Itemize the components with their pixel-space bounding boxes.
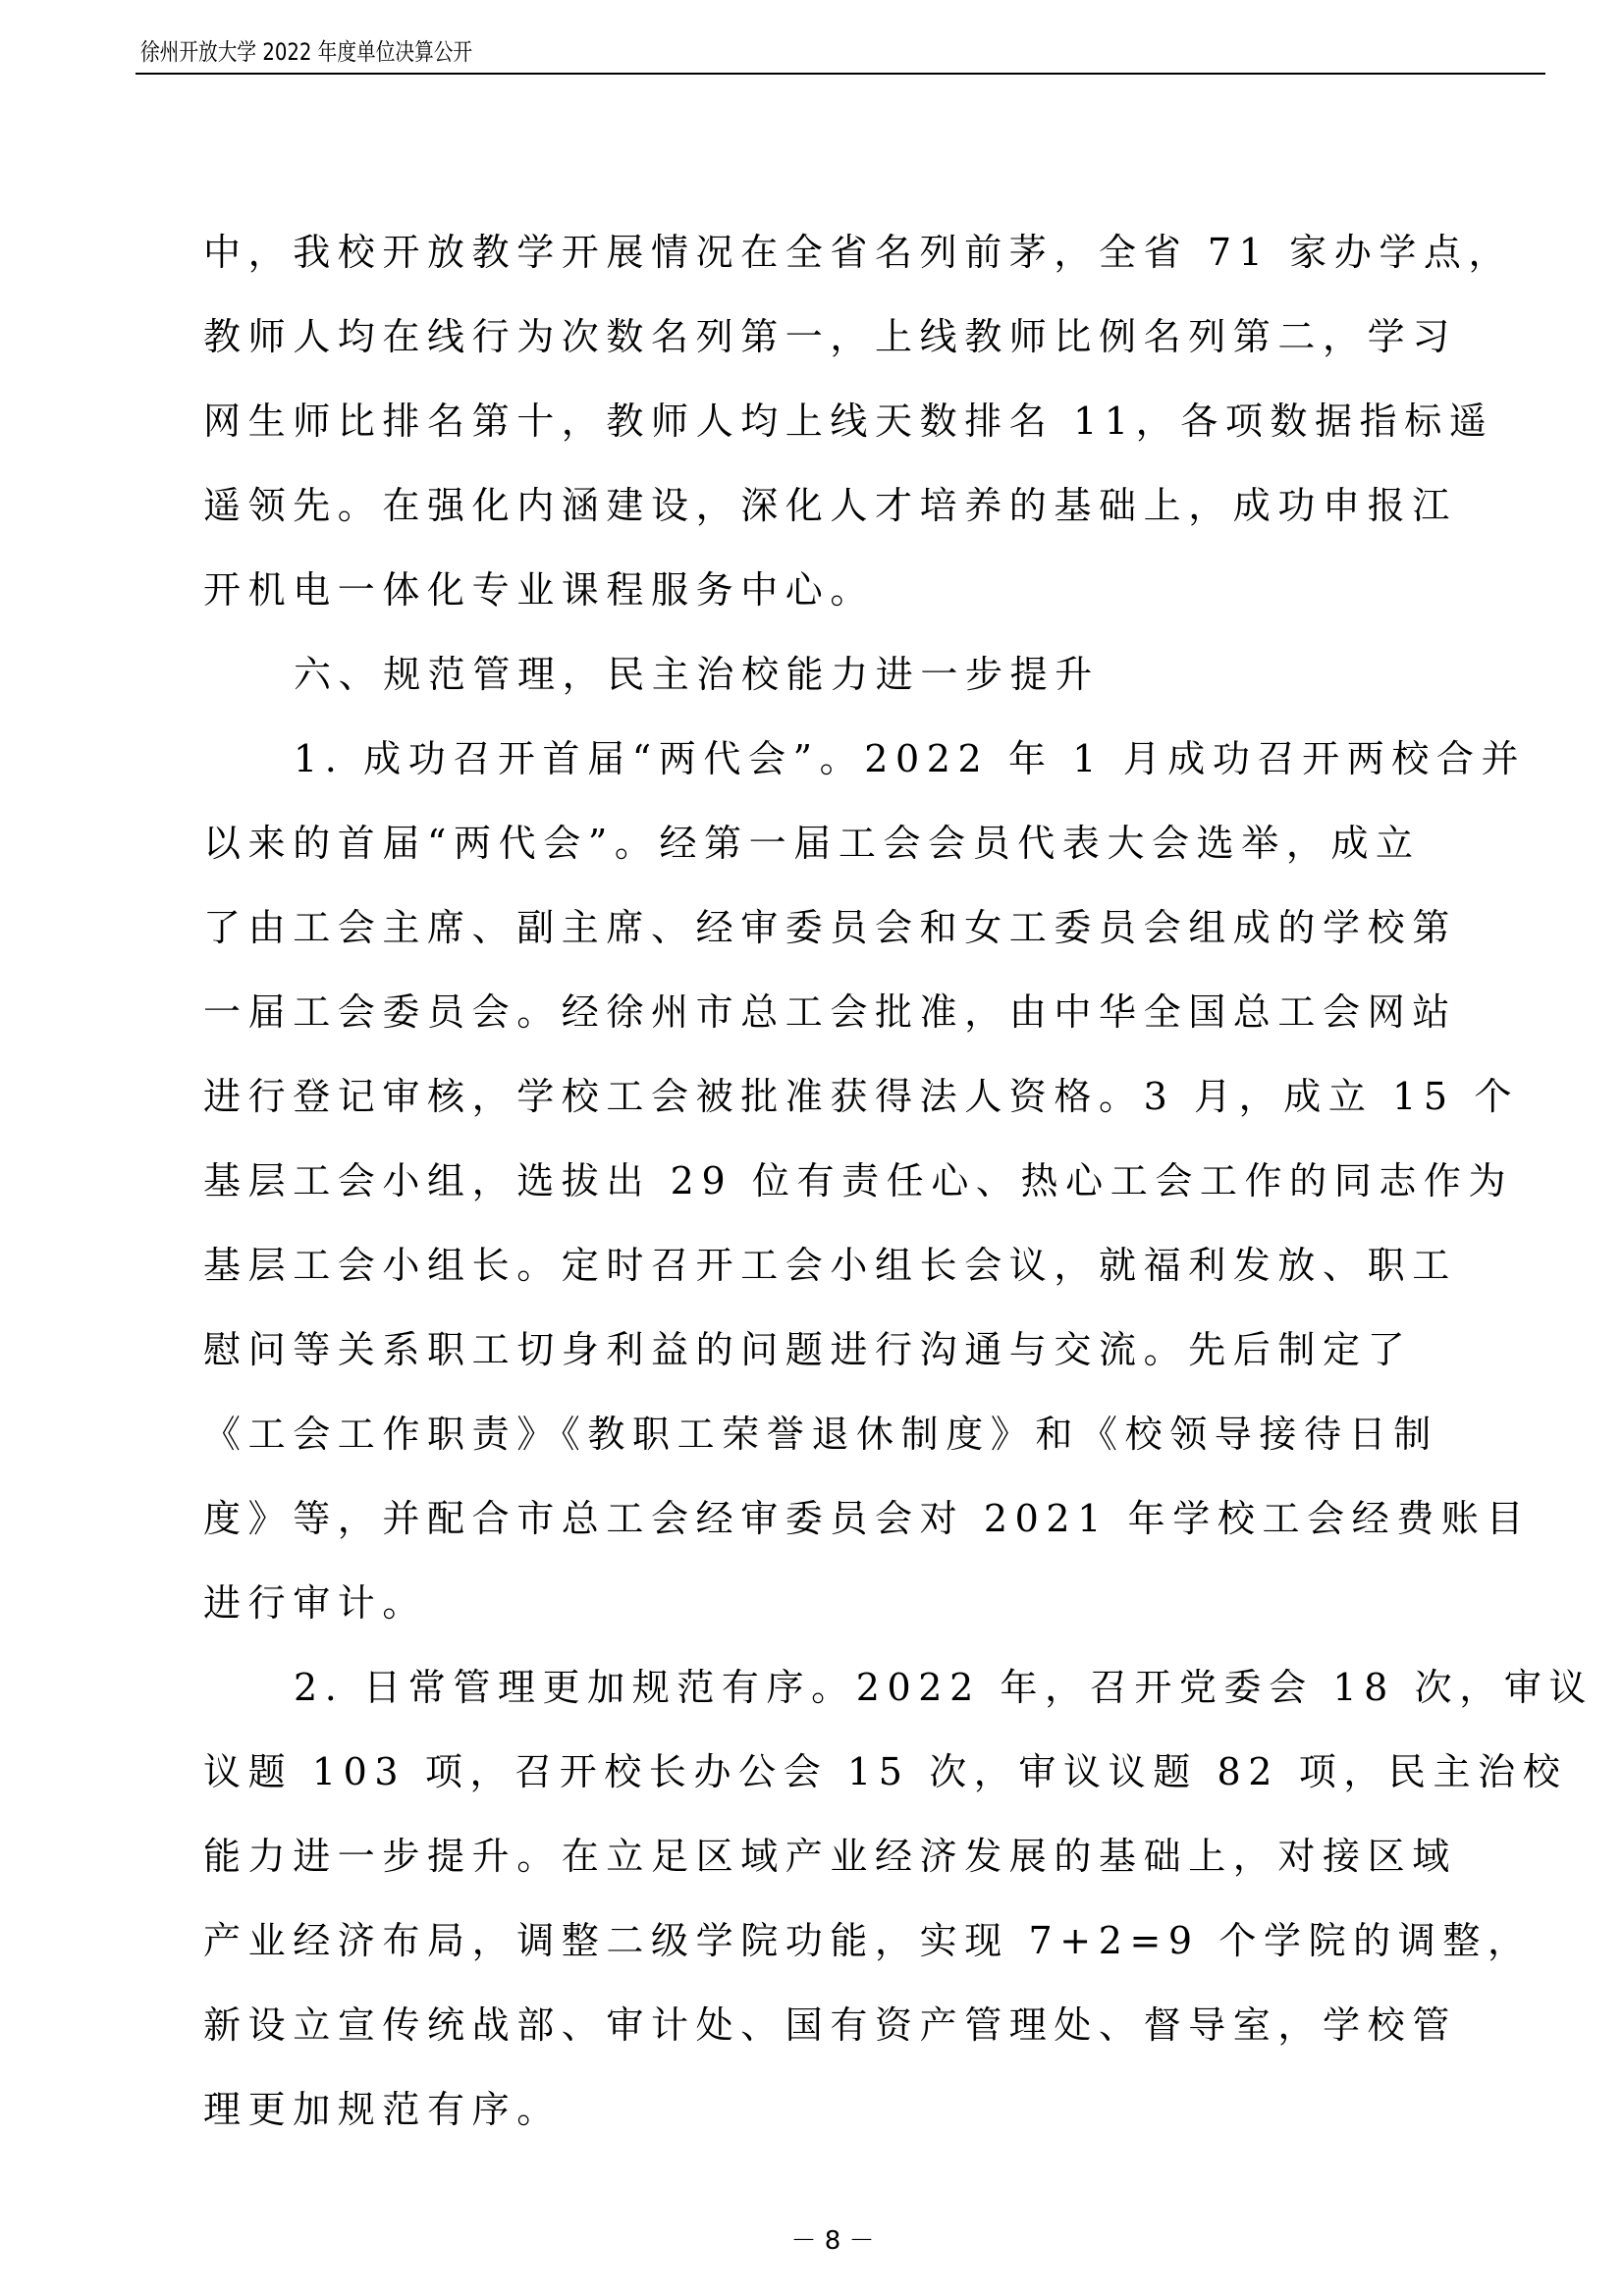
text-line: 进行登记审核，学校工会被批准获得法人资格。3 月，成立 15 个 <box>203 1075 1519 1118</box>
page-number: － 8 － <box>790 2226 875 2256</box>
text-line: 基层工会小组，选拔出 29 位有责任心、热心工会工作的同志作为 <box>203 1159 1514 1202</box>
running-header: 徐州开放大学 2022 年度单位决算公开 <box>140 38 473 66</box>
text-line: 慰问等关系职工切身利益的问题进行沟通与交流。先后制定了 <box>203 1328 1413 1371</box>
text-line: 理更加规范有序。 <box>203 2088 562 2131</box>
text-line: 网生师比排名第十，教师人均上线天数排名 11，各项数据指标遥 <box>203 400 1494 443</box>
text-line: 中，我校开放教学开展情况在全省名列前茅，全省 71 家办学点， <box>203 231 1514 274</box>
text-line: 进行审计。 <box>203 1581 428 1625</box>
text-line: 一届工会委员会。经徐州市总工会批准，由中华全国总工会网站 <box>203 990 1457 1034</box>
text-line: 新设立宣传统战部、审计处、国有资产管理处、督导室，学校管 <box>203 2003 1457 2047</box>
text-line: 教师人均在线行为次数名列第一，上线教师比例名列第二，学习 <box>203 315 1457 358</box>
text-line: 基层工会小组长。定时召开工会小组长会议，就福利发放、职工 <box>203 1244 1457 1287</box>
text-line: 议题 103 项，召开校长办公会 15 次，审议议题 82 项，民主治校 <box>203 1750 1568 1793</box>
text-line: 度》等，并配合市总工会经审委员会对 2021 年学校工会经费账目 <box>203 1497 1532 1540</box>
section-heading: 六、规范管理，民主治校能力进一步提升 <box>294 653 1100 696</box>
header-rule <box>135 73 1545 75</box>
text-line: 遥领先。在强化内涵建设，深化人才培养的基础上，成功申报江 <box>203 484 1457 527</box>
document-body <box>203 210 1595 2152</box>
text-line: 了由工会主席、副主席、经审委员会和女工委员会组成的学校第 <box>203 906 1457 949</box>
text-line: 以来的首届“两代会”。经第一届工会会员代表大会选举，成立 <box>203 822 1421 865</box>
paragraph-start: 2. 日常管理更加规范有序。2022 年，召开党委会 18 次，审议 <box>294 1666 1595 1709</box>
text-line: 产业经济布局，调整二级学院功能，实现 7+2=9 个学院的调整， <box>203 1919 1533 1962</box>
text-line: 能力进一步提升。在立足区域产业经济发展的基础上，对接区域 <box>203 1835 1457 1878</box>
text-line: 开机电一体化专业课程服务中心。 <box>203 568 876 612</box>
paragraph-start: 1. 成功召开首届“两代会”。2022 年 1 月成功召开两校合并 <box>294 737 1527 780</box>
text-line: 《工会工作职责》《教职工荣誉退休制度》和《校领导接待日制 <box>203 1413 1438 1456</box>
